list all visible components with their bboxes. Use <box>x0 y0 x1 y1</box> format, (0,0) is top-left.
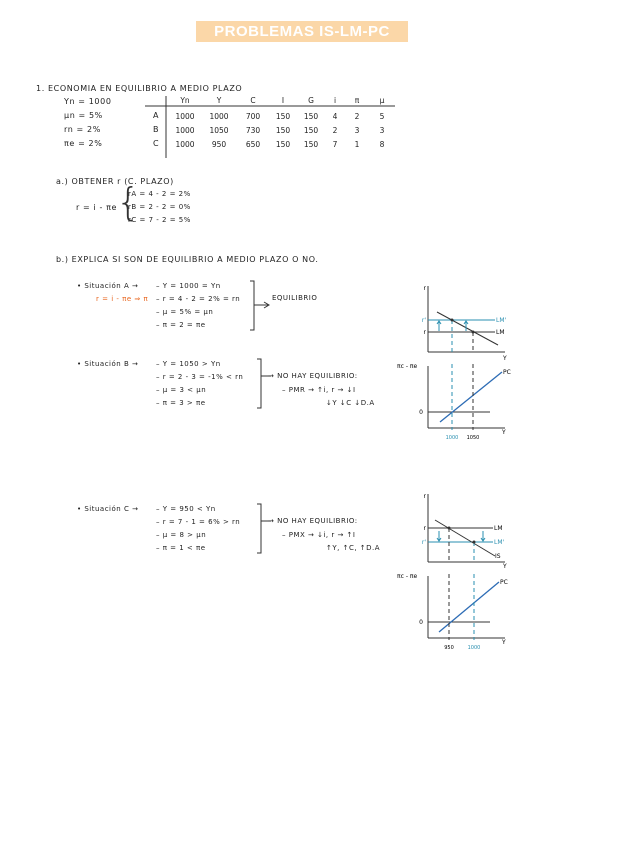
tick-label: 1050 <box>466 435 480 441</box>
sit-b-line: – μ = 3 < μn <box>156 386 207 394</box>
arrow-down-icon <box>437 531 441 541</box>
level-label: r <box>423 329 426 336</box>
table-cell: 4 <box>332 112 338 121</box>
table-cell: 150 <box>275 126 291 135</box>
situation-a-label: • Situación A → <box>77 282 139 290</box>
table-cell: 7 <box>332 140 338 149</box>
table-cell: 150 <box>275 112 291 121</box>
table-row-label: C <box>153 139 159 148</box>
table-cell: 730 <box>245 126 261 135</box>
sit-b-line: – Y = 1050 > Yn <box>156 360 221 368</box>
arrow-up-icon <box>437 321 441 331</box>
situation-c-label: • Situación C → <box>77 505 139 513</box>
sit-a-line: – r = 4 - 2 = 2% = rn <box>156 295 241 303</box>
formula-r: r = i - πe <box>76 203 118 212</box>
table-header: I <box>281 96 285 105</box>
arrow-down-icon <box>481 531 485 541</box>
given-un: μn = 5% <box>64 111 103 120</box>
curve-label: LM' <box>496 317 507 324</box>
sit-b-conclusion: → NO HAY EQUILIBRIO: <box>268 372 358 380</box>
graph-islm-b <box>395 282 525 362</box>
table-cell: 150 <box>303 126 319 135</box>
table-row-label: B <box>153 125 159 134</box>
curve-label: LM <box>496 329 505 336</box>
table-header: C <box>250 96 256 105</box>
equilibrium-point <box>472 331 475 334</box>
graph-pc-c <box>395 570 525 654</box>
equilibrium-point <box>451 319 454 322</box>
table-cell: 1 <box>354 140 360 149</box>
situation-b-label: • Situación B → <box>77 360 139 368</box>
table-cell: 8 <box>379 140 385 149</box>
tick-label: 950 <box>444 645 454 651</box>
table-cell: 1000 <box>209 112 229 121</box>
pc-label: PC <box>503 369 511 376</box>
tick-label: 1000 <box>445 435 459 441</box>
equilibrium-point <box>473 541 476 544</box>
given-rn: rn = 2% <box>64 125 101 134</box>
sit-c-conclusion: → NO HAY EQUILIBRIO: <box>268 517 358 525</box>
bracket-a <box>248 278 278 334</box>
table-cell: 3 <box>379 126 385 135</box>
x-axis-label: Y <box>503 563 507 570</box>
x-axis-label: Y <box>502 639 506 646</box>
table-cell: 1000 <box>175 126 195 135</box>
curve-label: LM <box>494 525 503 532</box>
table-header: Yn <box>180 96 190 105</box>
page-title: PROBLEMAS IS-LM-PC <box>196 21 408 42</box>
y-axis-label: r <box>423 493 426 500</box>
origin-label: 0 <box>419 619 423 626</box>
bracket-c <box>255 501 275 557</box>
brace: { <box>116 180 141 224</box>
origin-label: 0 <box>419 409 423 416</box>
sit-b-line: – π = 3 > πe <box>156 399 206 407</box>
sit-a-line: – Y = 1000 = Yn <box>156 282 221 290</box>
equilibrium-point <box>448 527 451 530</box>
table-header: i <box>333 96 337 105</box>
table-cell: 150 <box>275 140 291 149</box>
result-rc: rC = 7 - 2 = 5% <box>128 216 191 224</box>
curve-label: LM' <box>494 539 505 546</box>
sit-c-line: – Y = 950 < Yn <box>156 505 216 513</box>
table-cell: 700 <box>245 112 261 121</box>
sit-b-line: – r = 2 - 3 = -1% < rn <box>156 373 244 381</box>
table-cell: 2 <box>332 126 338 135</box>
table-row-label: A <box>153 111 159 120</box>
level-label: r' <box>421 317 426 324</box>
problem-heading: 1. ECONOMIA EN EQUILIBRIO A MEDIO PLAZO <box>36 84 243 93</box>
table-cell: 5 <box>379 112 385 121</box>
level-label: r' <box>421 539 426 546</box>
table-header: G <box>308 96 314 105</box>
table-cell: 150 <box>303 112 319 121</box>
sit-c-line: – r = 7 - 1 = 6% > rn <box>156 518 241 526</box>
table-cell: 150 <box>303 140 319 149</box>
graph-islm-c <box>395 490 525 570</box>
part-b-heading: b.) EXPLICA SI SON DE EQUILIBRIO A MEDIO PLAZO O NO. <box>56 255 319 264</box>
table-cell: 3 <box>354 126 360 135</box>
table-header: π <box>354 96 360 105</box>
table-header: Y <box>216 96 222 105</box>
sit-a-line: – μ = 5% = μn <box>156 308 214 316</box>
pc-curve <box>440 372 502 422</box>
sit-a-line: – π = 2 = πe <box>156 321 206 329</box>
bracket-b <box>255 356 275 412</box>
curve-label: IS <box>495 553 501 560</box>
x-axis-label: Y <box>503 355 507 362</box>
table-header: μ <box>379 96 385 105</box>
sit-c-line: – π = 1 < πe <box>156 544 206 552</box>
is-curve <box>437 312 498 345</box>
y-axis-label: πc - πe <box>397 573 418 580</box>
table-cell: 2 <box>354 112 360 121</box>
pc-label: PC <box>500 579 508 586</box>
table-cell: 1000 <box>175 112 195 121</box>
given-yn: Yn = 1000 <box>64 97 112 106</box>
sit-b-effect: – PMR → ↑i, r → ↓I <box>282 386 356 394</box>
result-rb: rB = 2 - 2 = 0% <box>128 203 191 211</box>
y-axis-label: r <box>423 285 426 292</box>
level-label: r <box>423 525 426 532</box>
sit-c-effect: – PMX → ↓i, r → ↑I <box>282 531 356 539</box>
pc-curve <box>439 582 499 632</box>
is-curve <box>435 520 495 556</box>
tick-label: 1000 <box>467 645 481 651</box>
given-pie: πe = 2% <box>64 139 103 148</box>
table-cell: 1050 <box>209 126 229 135</box>
table-cell: 650 <box>245 140 261 149</box>
result-ra: rA = 4 - 2 = 2% <box>128 190 191 198</box>
table-cell: 1000 <box>175 140 195 149</box>
sit-c-line: – μ = 8 > μn <box>156 531 207 539</box>
sit-c-effect: ↑Y, ↑C, ↑D.A <box>326 544 381 552</box>
table-cell: 950 <box>211 140 227 149</box>
part-a-heading: a.) OBTENER r (C. PLAZO) <box>56 177 174 186</box>
sit-b-effect: ↓Y ↓C ↓D.A <box>326 399 375 407</box>
arrow-up-icon <box>464 321 468 331</box>
x-axis-label: Y <box>502 429 506 436</box>
sit-a-conclusion: EQUILIBRIO <box>272 294 318 302</box>
graph-pc-b <box>395 360 525 444</box>
situation-a-note: r = i - πe ⇒ π <box>96 295 149 303</box>
y-axis-label: πc - πe <box>397 363 418 370</box>
